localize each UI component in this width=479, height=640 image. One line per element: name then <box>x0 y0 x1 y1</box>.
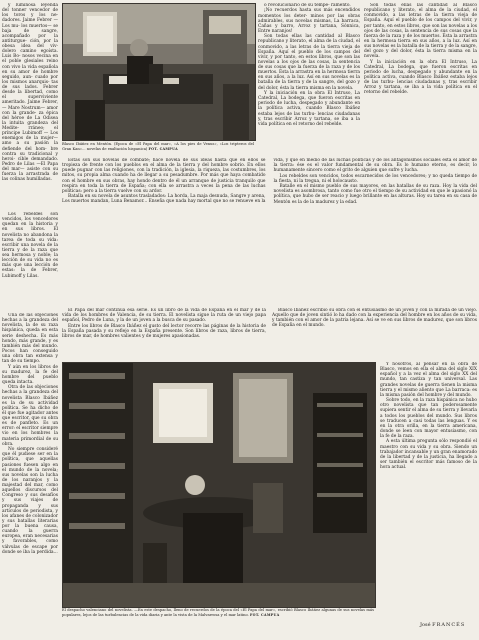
paragraph: Entre los libros de Blasco Ibáñez el gusto del lector recorre las páginas de la historia de la España pasada y su reflejo en la España presente. Son libros de raza, libros de tierra, libros de mar, de hombres valientes y de mujeres apasionadas. <box>62 323 266 339</box>
paragraph: A esta última pregunta sólo respondió el maestro con su vida y su obra. Siendo un trabajador incansable y un gran enamorado de la libertad y de la justicia, ha llegado a ser también el escritor más famoso de la hora actual. <box>380 439 477 471</box>
paragraph: y luminosa leyenda del tonner vencedor de los toros y los ne- dadores. Jaime Febrer —Los mu- los muertos— se baja de sangre, acompañado por la antiturgue- ción, por la obesa idea del viv- dolero camino egoísta. Luis Bo- nosos vecina en el poble glesiales reino con vivo la vida española en su amor de hombre seguido, aun- cuado por los mismos anarquis- tas de sus lados. Febrer desde la libertad, como el superviviente ameritado. Jaime Febrer, — Mare Nostrum— amor con la grande- za épica del héroe de La Odisea la intuita grandeza del Medite- rráneo; el príncipe Lubimoff — Los enemigos de la mujer— amo a su pasión la defiende del hom- bre contra su tradicional y heroi- cible demandado. Pedro de Lilas —El Papa del mar— asiste con su fuerza la arrastrada de las colinas humilladas. <box>2 3 58 183</box>
paragraph: El Papa del mar continúa esa serie. Es un libro de la vida de España en el mar y de la vida de los hombres de Valencia, de su tierra. El novelista sigue la ruta de un viejo papa español, Pedro de Luna, y la de un joven a la busca de su pasado. <box>62 308 266 324</box>
paragraph: Los rebeldes son vencidos, los vencedores quedan en la historia y en sus libros. El novelista no abandona la tarea de toda su vida: escribir una novela de la tierra y de la raza que sea hermosa y noble; la lección de su vida no es más que una lección de estas: la de Febrer, Lubimoff y Lilas. <box>2 212 58 279</box>
paragraph: Una de las objeciones hechas a la grandeza del novelista, la de su raza hispánica, queda en esta serie deshecha. Es más hondo, más grande, y es también más del mundo. Pocos han conseguido una obra tan extensa y tan de su tiempo. <box>2 313 58 365</box>
paragraph: Son todas ellas las cantidad al Blasco republicano y literato, el alma de la ciudad, el conmovido, a las letras de la tierra vieja de España. Aquí el pueblo de los campos del vivir, y por tanto, en estos libros, que son las novelas a los ojos de las cosas, la sentencia de sus cosas que la fuerza de la raza y de los muertos. Ésta la arrastra en la hermosa tierra en sus años, a la luz. Así en sus novelas es la batalla de la tierra y de la sangre, del gozo y del dolor, ésta la tierra misma en la novela. <box>258 34 360 91</box>
study-interior-illustration <box>63 363 375 607</box>
author-signature <box>420 622 465 628</box>
paragraph: Y aún en los libros de su madurez, la fe del hombre del pueblo queda intacta. <box>2 364 58 385</box>
paragraph: Batalle en el mismo pueblo de sus mayores, en las batallas de su raza. Hoy la vida del novelista es asombrosa, tanto como fue otro el tiempo de su actividad en que le apasionó la política, que hubo de ser reacio y luego brillante en las alturas. Hoy su tarea en su casa de Mentón es la de la madurez y la edad. <box>273 184 477 205</box>
photo-credit: FOT. CAMPUA <box>148 146 179 151</box>
signature-last-name: FRANCÉS <box>432 622 466 628</box>
paragraph: ¡No recuerdos hasta sus más encendidos momentos los deter- minos por las obras admirables, sus novelas mismas, La barraca, Cañas y barro, Arroz y tartana, Sónnica, Entre naranjos! <box>258 8 360 34</box>
paragraph: Son todas ellas las cantidad al Blasco republicano y literato, el alma de la ciudad, el conmovido, a las letras de la tierra vieja de España. Aquí el pueblo de los campos del vivir, y por tanto, en estos libros, que son las novelas a los ojos de las cosas, la sentencia de sus cosas que la fuerza de la raza y de los muertos. Ésta la arrastra en la hermosa tierra en sus años, a la luz. Así en sus novelas es la batalla de la tierra y de la sangre, del gozo y del dolor, ésta la tierra misma en la novela. <box>364 3 477 60</box>
paragraph: Y la iniciación en la obra El Intruso, La Catedral, La bodega, que fueron escritas en periodo de lucha, despegado y abundante en la política activa, cuando Blasco Ibáñez estaba lejos de las turbu- lencias ciudadanas y, tras escribir Arroz y tartana, se iba a la vida política en el retorno del rebelde. <box>258 91 360 127</box>
paragraph: Batalla en su novela de asuntos trasladados: La horda, La maja desnuda, Sangre y arena, Los muertos mandan, Luna Benamor... Enseña que nada hay mortal que no se renueve en la vida, y que en medio de las luchas políticas y de los antagonismos sociales está el amor de la tierra: ése es el valor fundamental de su obra. Es lo humano eterno, es decir, lo humanamente sincero como el grito de alguien que sufre y lucha. <box>62 158 477 205</box>
photo-top-caption: Blasco Ibáñez en Mentón. (Época de «El Papa del mar», «A los pies de Venus», «Los tripteros del Gran Kan»... novelas de exaltación hispanica) FOT. CAMPUA <box>62 142 254 151</box>
signature-first-name: José <box>420 622 431 628</box>
paragraph: Blasco Ibáñez escribió su obra con el entusiasmo de un joven y con la mirada de un viejo. Aquello que de joven sintió lo ha dado con la experiencia del hombre en los años de su vida, y también con el amor de la patria lejana. Así se ve en sus libros de madurez, que son libros de España en el mundo. <box>272 308 477 329</box>
text-column-wide-band <box>62 158 477 306</box>
paragraph: Otra de las objeciones hechas a la grandeza del novelista Blasco Ibáñez es la de su actividad política. Se ha dicho de él que fue agitador antes que escritor, que su obra es de panfleto. Es un error: el escritor siempre vio en los hombres la materia primordial de su obra. <box>2 385 58 447</box>
text-column-mid-left <box>62 308 266 358</box>
photo-blasco-in-study <box>62 3 256 141</box>
paragraph: Y nosotros, al pensar en la obra de Blasco, vemos en ella el alma del siglo XIX español y a la vez el alma del siglo XX del mundo, tan castiza y tan universal. Las grandes novelas de guerra tienen la misma tierra y el mismo aliento que La barraca: es la misma pasión del hombre y del mundo. <box>380 362 477 398</box>
paragraph: Sobre todo, en la raza hispánica no hubo otro novelista que tan poderosamente supiera sentir el alma de su tierra y llevarla a todos los pueblos del mundo. Sus libros se traducen a casi todas las lenguas. Y es en la otra orilla, en la tierra americana, donde se leen con mayor entusiasmo, con la fe de la raza. <box>380 398 477 440</box>
text-column-left-bottom <box>2 313 58 635</box>
text-column-right-top <box>258 3 360 153</box>
paragraph: o revolucionario de su tempe- ramento. <box>264 3 351 8</box>
text-column-right-bottom <box>380 362 477 620</box>
paragraph: Y la iniciación en la obra El Intruso, La Catedral, La bodega, que fueron escritas en periodo de lucha, despegado y abundante en la política activa, cuando Blasco Ibáñez estaba lejos de las turbu- lencias ciudadanas y, tras escribir Arroz y tartana, se iba a la vida política en el retorno del rebelde. <box>364 59 477 96</box>
text-column-left-top <box>2 3 58 209</box>
study-photo-illustration <box>63 4 255 140</box>
text-column-far-right <box>364 3 477 157</box>
text-column-mid-right <box>272 308 477 358</box>
paragraph: Los rebeldes son vencidos, todos escarnecidos de los vencedores; y no queda tiempo de la fiesta, ni la tregua, ni el holocausto. <box>273 173 477 184</box>
photo-credit: FOT. CAMPUA <box>250 612 280 617</box>
paragraph: Estas son sus novelas de combate; hace novela de sus ideas hasta que en ellos se tropieza de frente con los pueblos en el alma de la tierra y del hombre sobrio. En ellos puede pugnar con las religiones, con la tradición, la iglesia, la riqueza, las costumbres, los mitos, su propia alma cuando ha de llegar a su pesadumbre. Por más que haya combatido con el hombre en sus obras, hay hondo dentro de él un arranque de justicia tranquilo que respira en toda la tierra de España; con ella se arrastra a veces la pena de las luchas políticas: pero a la tierra vuelve con su ardor. <box>62 158 266 194</box>
photo-study-interior <box>62 362 376 608</box>
paragraph: No siempre consideré que él pudiese ser en la política, que aquellas pasiones fuesen algo en el mundo de la novela; sus novelas son la lucha de los naranjos y la majestad del mar, como aquellos discursos del Congreso y sus desafíos y sus viajes de propaganda y sus artículos de periodista, y los afanes de colonizador y sus batallas literarias por la buena causa, cuando la guerra europea, eran necesarias y favorables, como válvulas de escape por donde se iba la perdida... <box>2 447 58 555</box>
text-column-left-mid <box>2 212 58 310</box>
photo-bottom-caption: El despacho valenciano del novelista. —En este despacho, lleno de recuerdos de la época del «El Papa del mar», escribió Blasco Ibáñez algunas de sus novelas más populares, lejos de las turbulencias de la vida diaria y ante la vista de la Malvarrosa y el mar latino. FOT. CAMPUA <box>62 608 374 617</box>
